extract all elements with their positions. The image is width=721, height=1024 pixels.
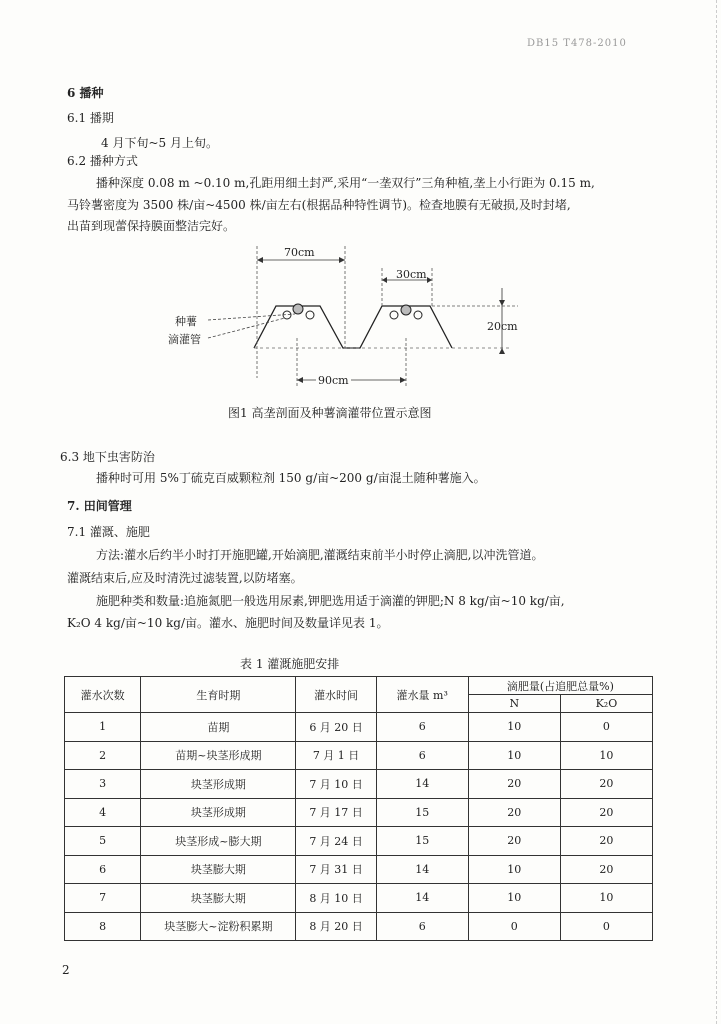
cell-count: 3 xyxy=(65,770,141,799)
table-row xyxy=(65,855,653,884)
cell-stage: 块茎形成期 xyxy=(141,798,296,827)
cell-n: 20 xyxy=(468,770,560,799)
cell-date: 8 月 10 日 xyxy=(296,884,376,913)
section-7-1-line-3: 施肥种类和数量:追施氮肥一般选用尿素,钾肥选用适于滴灌的钾肥;N 8 kg/亩~10 kg/亩, xyxy=(96,594,565,608)
dim-30-label: 30cm xyxy=(396,268,427,281)
dim-30-arrow-left xyxy=(382,277,387,283)
cell-stage: 块茎形成~膨大期 xyxy=(141,827,296,856)
section-6-1-title: 6.1 播期 xyxy=(67,111,114,125)
cell-k2o: 20 xyxy=(560,770,652,799)
section-7-title: 7. 田间管理 xyxy=(67,499,132,513)
cell-k2o: 20 xyxy=(560,855,652,884)
cell-k2o: 20 xyxy=(560,798,652,827)
seed-potato-icon xyxy=(293,304,303,314)
cell-volume: 15 xyxy=(376,798,468,827)
cell-stage: 苗期~块茎形成期 xyxy=(141,741,296,770)
cell-n: 10 xyxy=(468,741,560,770)
cell-volume: 6 xyxy=(376,912,468,941)
cell-n: 20 xyxy=(468,827,560,856)
dim-20-arrow-top xyxy=(499,300,505,306)
section-6-2-title: 6.2 播种方式 xyxy=(67,154,138,168)
table-row xyxy=(65,798,653,827)
cell-volume: 15 xyxy=(376,827,468,856)
cell-n: 10 xyxy=(468,884,560,913)
table-caption: 表 1 灌溉施肥安排 xyxy=(240,657,340,671)
dim-70-label: 70cm xyxy=(284,246,315,259)
cell-date: 7 月 24 日 xyxy=(296,827,376,856)
dim-90-arrow-left xyxy=(297,377,303,383)
section-6-2-line-2: 马铃薯密度为 3500 株/亩~4500 株/亩左右(根据品种特性调节)。检查地膜有无破损,及时封堵, xyxy=(67,198,571,212)
cell-stage: 块茎膨大期 xyxy=(141,855,296,884)
cell-n: 0 xyxy=(468,912,560,941)
cell-volume: 14 xyxy=(376,884,468,913)
drip-label: 滴灌管 xyxy=(168,333,201,346)
page-number: 2 xyxy=(62,963,70,977)
header-irrigation-volume: 灌水量 m³ xyxy=(376,677,468,713)
table-row xyxy=(65,912,653,941)
cell-stage: 苗期 xyxy=(141,713,296,742)
cell-k2o: 20 xyxy=(560,827,652,856)
cell-stage: 块茎膨大期 xyxy=(141,884,296,913)
header-fertilizer-amount: 滴肥量(占追肥总量%) xyxy=(468,677,652,695)
dim-30-arrow-right xyxy=(427,277,432,283)
cell-count: 7 xyxy=(65,884,141,913)
cell-date: 7 月 31 日 xyxy=(296,855,376,884)
dim-20-arrow-bottom xyxy=(499,348,505,354)
section-7-1-line-2: 灌溉结束后,应及时清洗过滤装置,以防堵塞。 xyxy=(67,571,303,585)
drip-pipe-icon xyxy=(306,311,314,319)
cell-date: 6 月 20 日 xyxy=(296,713,376,742)
header-irrigation-count: 灌水次数 xyxy=(65,677,141,713)
cell-count: 6 xyxy=(65,855,141,884)
cell-k2o: 0 xyxy=(560,713,652,742)
section-6-title: 6 播种 xyxy=(67,86,104,100)
dim-90-label: 90cm xyxy=(318,374,349,387)
table-row xyxy=(65,713,653,742)
table-row xyxy=(65,741,653,770)
cell-n: 20 xyxy=(468,798,560,827)
cell-date: 7 月 1 日 xyxy=(296,741,376,770)
section-6-1-text: 4 月下旬~5 月上旬。 xyxy=(101,136,218,150)
dim-70-arrow-right xyxy=(339,257,345,263)
seed-potato-icon xyxy=(401,305,411,315)
cell-volume: 6 xyxy=(376,713,468,742)
cell-n: 10 xyxy=(468,855,560,884)
section-7-1-line-1: 方法:灌水后约半小时打开施肥罐,开始滴肥,灌溉结束前半小时停止滴肥,以冲洗管道。 xyxy=(96,548,544,562)
figure-caption: 图1 高垄剖面及种薯滴灌带位置示意图 xyxy=(228,406,432,420)
cell-count: 4 xyxy=(65,798,141,827)
cell-count: 2 xyxy=(65,741,141,770)
dim-70-arrow-left xyxy=(257,257,263,263)
cell-volume: 14 xyxy=(376,770,468,799)
cell-stage: 块茎膨大~淀粉积累期 xyxy=(141,912,296,941)
cell-date: 7 月 17 日 xyxy=(296,798,376,827)
cell-volume: 14 xyxy=(376,855,468,884)
header-irrigation-date: 灌水时间 xyxy=(296,677,376,713)
cell-k2o: 10 xyxy=(560,741,652,770)
cell-date: 7 月 10 日 xyxy=(296,770,376,799)
drip-pipe-icon xyxy=(390,311,398,319)
table-body xyxy=(65,713,653,941)
cell-count: 8 xyxy=(65,912,141,941)
section-6-3-title: 6.3 地下虫害防治 xyxy=(60,450,155,464)
cell-k2o: 0 xyxy=(560,912,652,941)
cell-stage: 块茎形成期 xyxy=(141,770,296,799)
dim-90-arrow-right xyxy=(400,377,406,383)
section-6-3-text: 播种时可用 5%丁硫克百威颗粒剂 150 g/亩~200 g/亩混土随种薯施入。 xyxy=(96,471,486,485)
cell-count: 1 xyxy=(65,713,141,742)
dim-20-label: 20cm xyxy=(487,320,518,333)
seed-label: 种薯 xyxy=(175,315,197,328)
cell-n: 10 xyxy=(468,713,560,742)
cell-count: 5 xyxy=(65,827,141,856)
cell-k2o: 10 xyxy=(560,884,652,913)
margin-line xyxy=(710,0,717,1024)
header-growth-stage: 生育时期 xyxy=(141,677,296,713)
table-row xyxy=(65,884,653,913)
section-6-2-line-1: 播种深度 0.08 m ~0.10 m,孔距用细土封严,采用“一垄双行”三角种植,垄上小行距为 0.15 m, xyxy=(96,176,595,190)
table-row xyxy=(65,827,653,856)
header-n: N xyxy=(468,695,560,713)
section-7-1-title: 7.1 灌溉、施肥 xyxy=(67,525,150,539)
standard-code: DB15 T478-2010 xyxy=(527,38,627,49)
ridge-cross-section-diagram xyxy=(150,238,550,398)
header-k2o: K₂O xyxy=(560,695,652,713)
cell-date: 8 月 20 日 xyxy=(296,912,376,941)
cell-volume: 6 xyxy=(376,741,468,770)
table-row xyxy=(65,770,653,799)
drip-pipe-icon xyxy=(414,311,422,319)
section-6-2-line-3: 出苗到现蕾保持膜面整洁完好。 xyxy=(67,219,236,233)
leader-drip xyxy=(208,318,285,338)
section-7-1-line-4: K₂O 4 kg/亩~10 kg/亩。灌水、施肥时间及数量详见表 1。 xyxy=(67,616,389,630)
irrigation-fertilization-table xyxy=(64,676,653,941)
